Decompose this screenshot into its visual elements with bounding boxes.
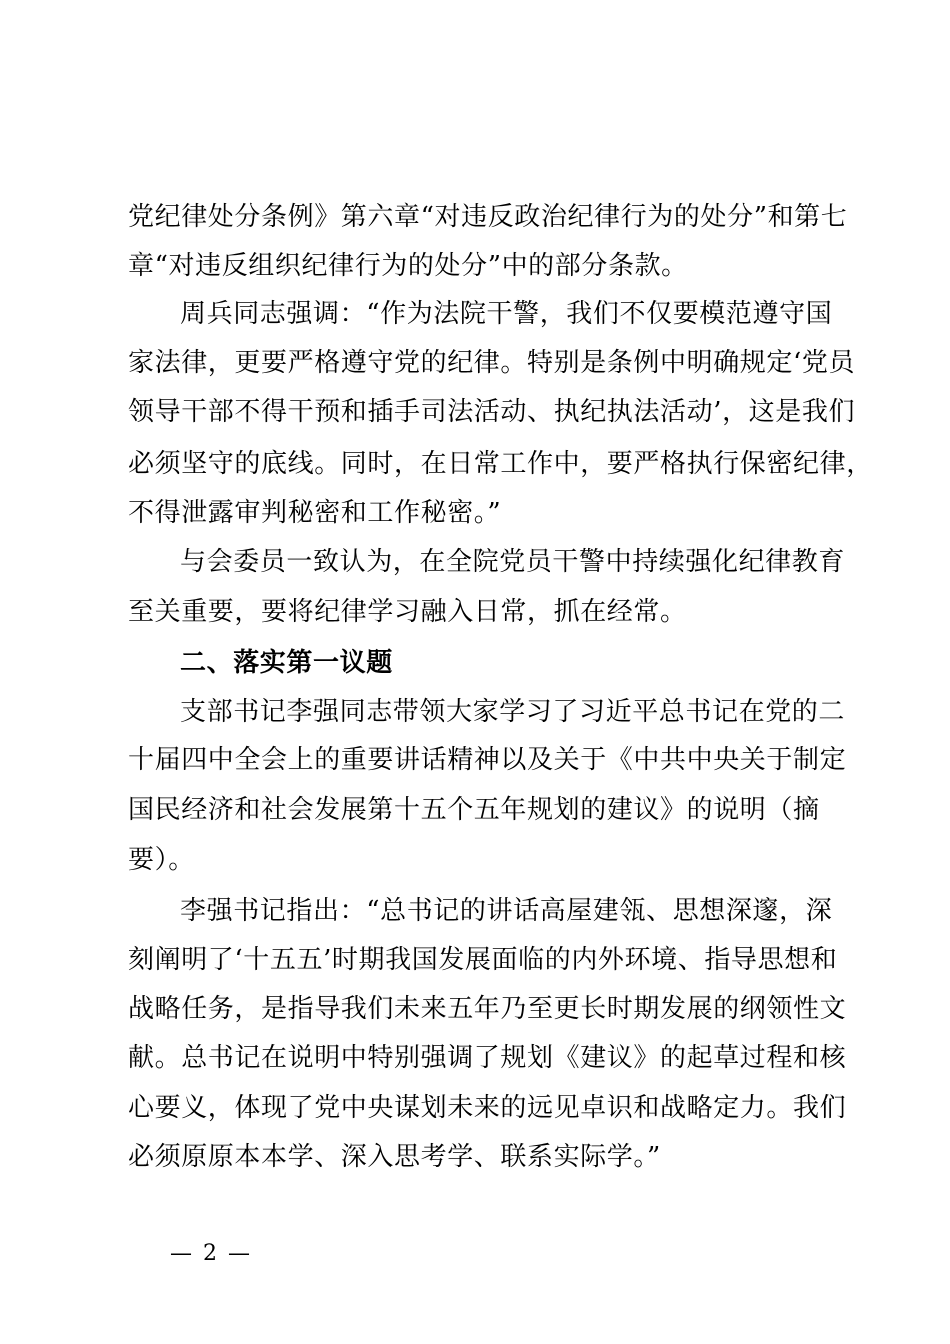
- paragraph-line: 党纪律处分条例》第六章“对违反政治纪律行为的处分”和第七: [128, 202, 848, 232]
- paragraph-line: 国民经济和社会发展第十五个五年规划的建议》的说明（摘: [128, 795, 820, 825]
- paragraph-line: 不得泄露审判秘密和工作秘密。”: [128, 498, 502, 528]
- paragraph-line: 要）。: [128, 845, 195, 875]
- paragraph-line: 战略任务，是指导我们未来五年乃至更长时期发展的纲领性文: [128, 994, 847, 1024]
- paragraph-line: 李强书记指出：“总书记的讲话高屋建瓴、思想深邃，深: [180, 896, 833, 926]
- paragraph-line: 心要义，体现了党中央谋划未来的远见卓识和战略定力。我们: [128, 1093, 847, 1123]
- paragraph-line: 十届四中全会上的重要讲话精神以及关于《中共中央关于制定: [128, 745, 847, 775]
- paragraph-line: 与会委员一致认为，在全院党员干警中持续强化纪律教育: [180, 547, 846, 577]
- page-number: — 2 —: [170, 1241, 252, 1266]
- paragraph-line: 周兵同志强调：“作为法院干警，我们不仅要模范遵守国: [180, 299, 833, 329]
- paragraph-line: 领导干部不得干预和插手司法活动、执纪执法活动’，这是我们: [128, 397, 856, 427]
- paragraph-line: 章“对违反组织纪律行为的处分”中的部分条款。: [128, 251, 688, 281]
- paragraph-line: 必须坚守的底线。同时，在日常工作中，要严格执行保密纪律，: [128, 449, 873, 479]
- paragraph-line: 刻阐明了‘十五五’时期我国发展面临的内外环境、指导思想和: [128, 945, 838, 975]
- paragraph-line: 献。总书记在说明中特别强调了规划《建议》的起草过程和核: [128, 1043, 847, 1073]
- paragraph-line: 家法律，更要严格遵守党的纪律。特别是条例中明确规定‘党员: [128, 348, 856, 378]
- paragraph-line: 至关重要，要将纪律学习融入日常，抓在经常。: [128, 597, 687, 627]
- paragraph-line: 支部书记李强同志带领大家学习了习近平总书记在党的二: [180, 697, 846, 727]
- paragraph-line: 必须原原本本学、深入思考学、联系实际学。”: [128, 1142, 661, 1172]
- section-heading: 二、落实第一议题: [180, 648, 393, 678]
